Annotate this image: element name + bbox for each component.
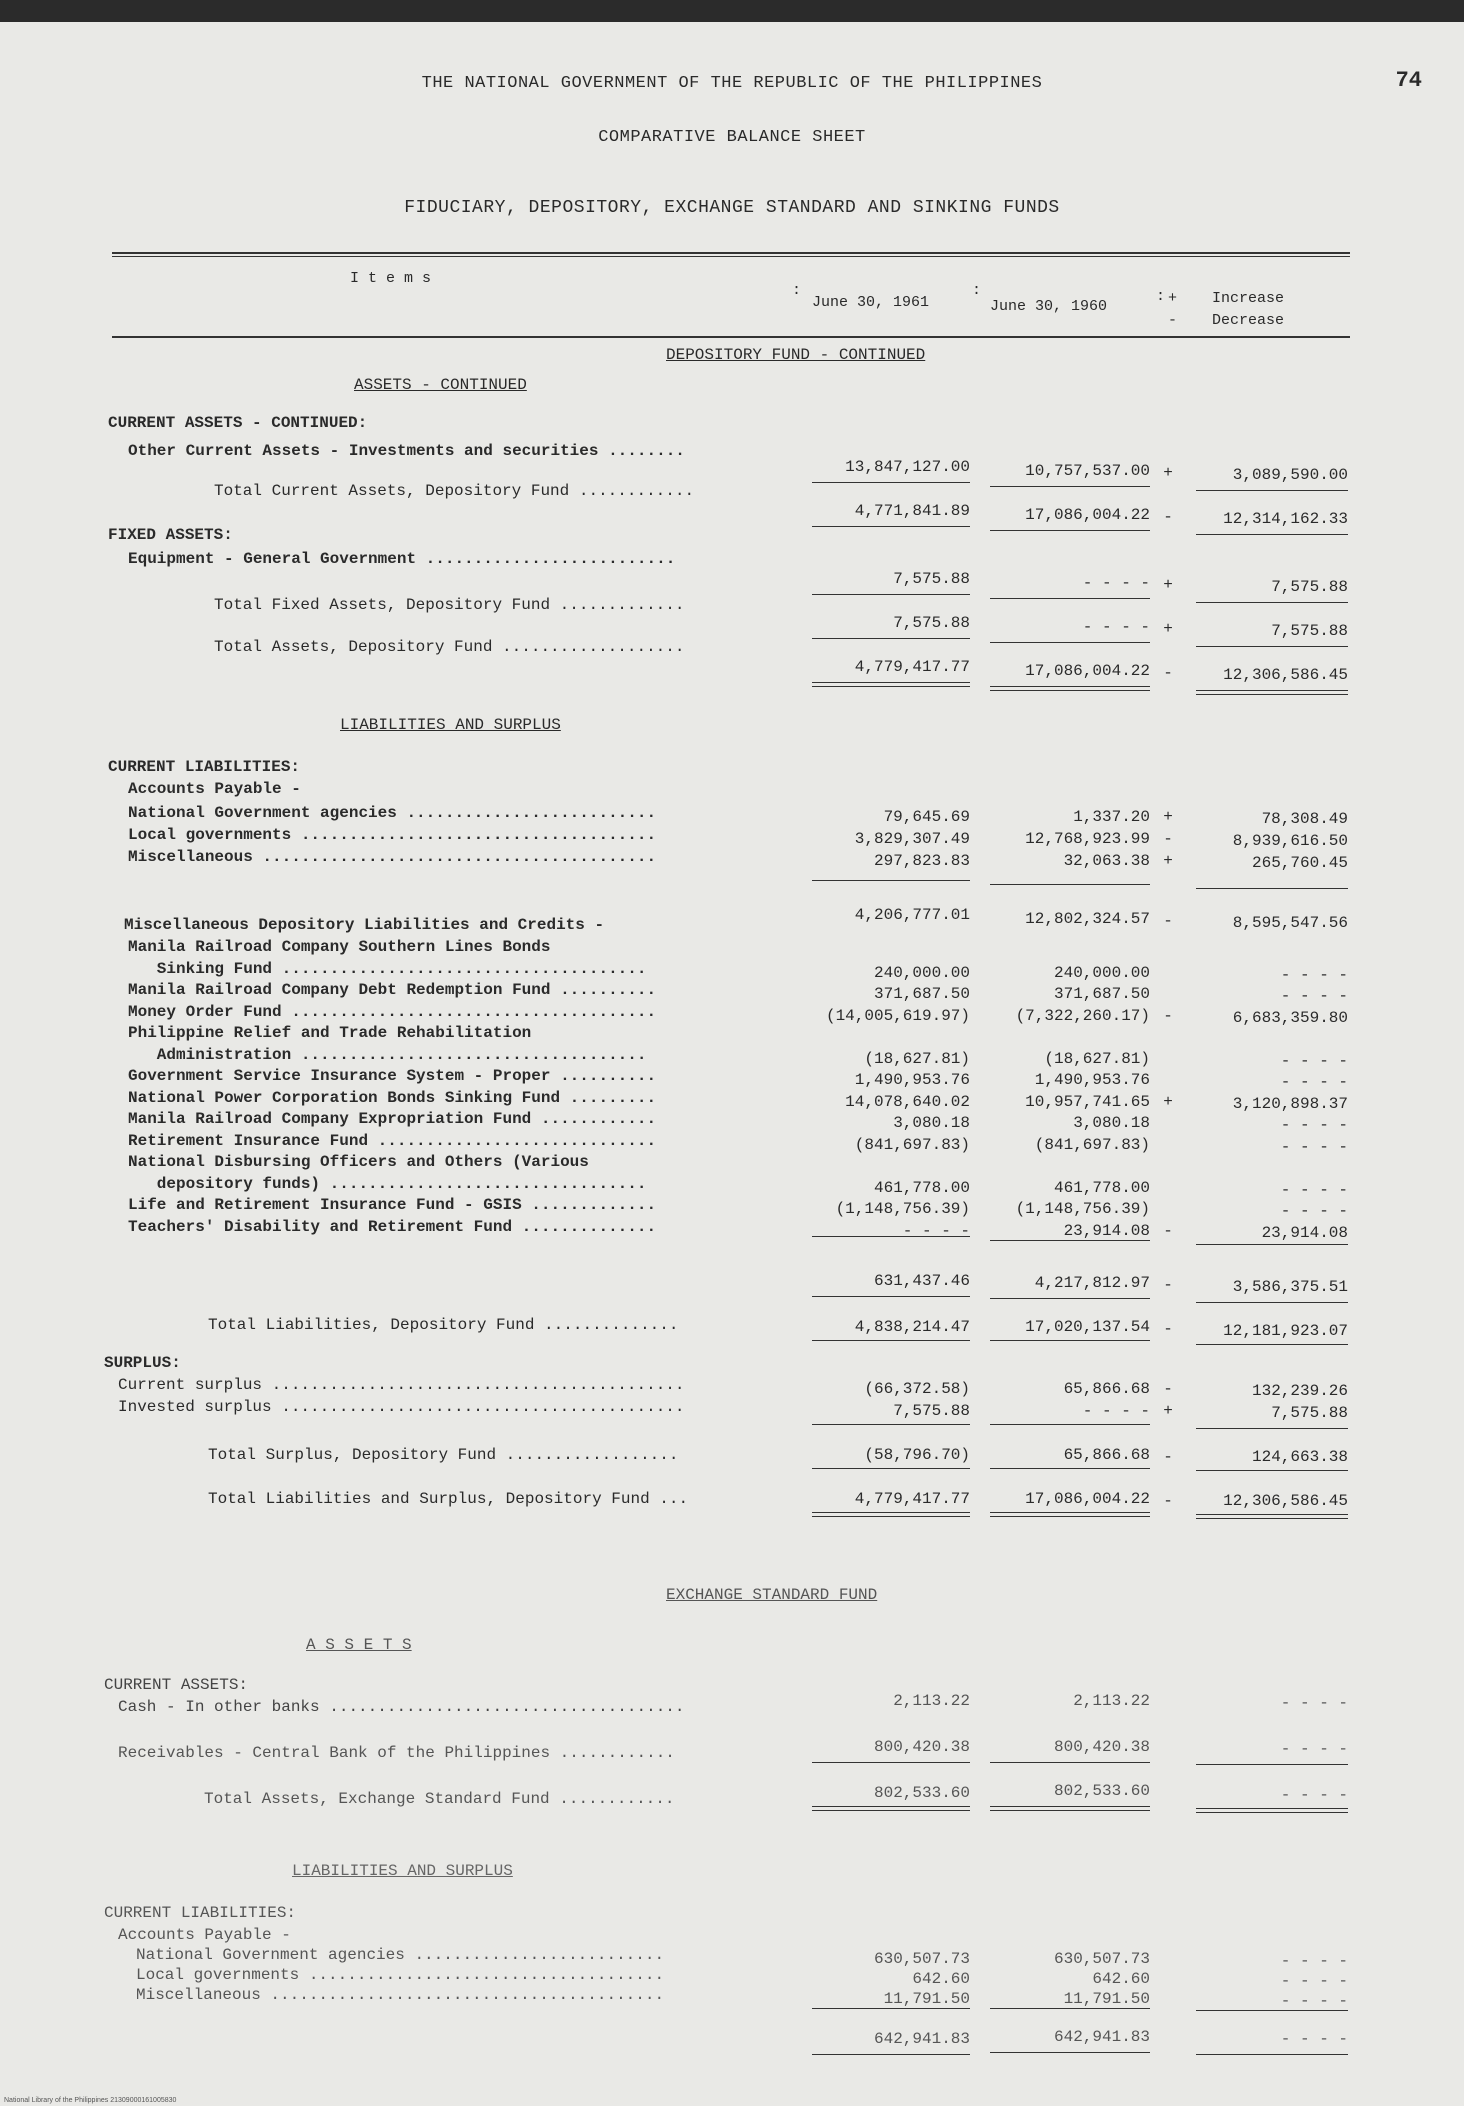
total-liab-surplus-1960: 17,086,004.22 (1025, 1490, 1150, 1508)
underline (1196, 1344, 1348, 1345)
misc-depository-row-label: Manila Railroad Company Debt Redemption Fund .......... (128, 981, 657, 999)
misc-depository-row-label: Life and Retirement Insurance Fund - GSIS ............. (128, 1196, 657, 1214)
underline (990, 1468, 1150, 1469)
exchange-accounts-payable-row-change: - - - - (1280, 1992, 1348, 2010)
exchange-accounts-payable-row-1960: 642.60 (1092, 1970, 1150, 1988)
current-liabilities-label: CURRENT LIABILITIES: (108, 758, 301, 776)
underline (990, 486, 1150, 487)
underline (812, 1424, 970, 1425)
total-assets-label: Total Assets, Depository Fund ................... (214, 638, 685, 656)
exchange-liabilities-heading: LIABILITIES AND SURPLUS (292, 1862, 513, 1880)
misc-depository-row-label: Administration .................................... (128, 1045, 647, 1064)
total-current-assets-1961: 4,771,841.89 (854, 502, 970, 520)
surplus-row-1960: 65,866.68 (1063, 1380, 1150, 1398)
equipment-change: 7,575.88 (1271, 578, 1348, 596)
june-1961-column-header: June 30, 1961 (812, 294, 930, 311)
total-liabilities-1961: 4,838,214.47 (854, 1318, 970, 1336)
underline (990, 2008, 1150, 2009)
double-underline (1196, 1812, 1348, 1813)
underline (1196, 1244, 1348, 1245)
underline (1196, 2010, 1348, 2011)
misc-depository-row-change: - - - - (1280, 1202, 1348, 1220)
surplus-row-change: 7,575.88 (1271, 1404, 1348, 1422)
exchange-accounts-payable-row-label: Miscellaneous ......................................... (136, 1986, 665, 2004)
total-current-assets-1960: 17,086,004.22 (1025, 506, 1150, 524)
surplus-row-label: Current surplus ........................................... (118, 1376, 685, 1394)
misc-depository-row-change: - - - - (1280, 1180, 1348, 1199)
misc-depository-row-label: Philippine Relief and Trade Rehabilitation (128, 1024, 532, 1042)
double-underline (1196, 694, 1348, 695)
liabilities-surplus-heading: LIABILITIES AND SURPLUS (340, 716, 561, 734)
underline (990, 598, 1150, 599)
misc-depository-row-1961: 461,778.00 (873, 1178, 970, 1197)
exchange-fund-heading: EXCHANGE STANDARD FUND (666, 1586, 878, 1604)
exchange-accounts-payable-row-1960: 11,791.50 (1063, 1990, 1150, 2008)
exchange-total-assets-1961: 802,533.60 (873, 1784, 970, 1802)
misc-depository-row-1961: (841,697.83) (854, 1135, 970, 1154)
misc-depository-row-1960: (841,697.83) (1034, 1135, 1150, 1154)
misc-depository-row-change: - - - - (1280, 987, 1348, 1005)
misc-depository-row-change: - - - - (1280, 1051, 1348, 1070)
exchange-ap-total-1961: 642,941.83 (873, 2030, 970, 2048)
total-assets-change: 12,306,586.45 (1223, 666, 1348, 684)
underline (990, 1298, 1150, 1299)
exchange-accounts-payable-row-1961: 630,507.73 (873, 1950, 970, 1968)
misc-depository-row-label: depository funds) ................................. (128, 1174, 647, 1193)
misc-depository-row-1961: - - - - (902, 1221, 970, 1240)
surplus-row-1961: (66,372.58) (864, 1380, 970, 1398)
misc-depository-row-label: Retirement Insurance Fund ............................. (128, 1131, 657, 1150)
equipment-label: Equipment - General Government .......................... (128, 550, 676, 568)
column-separator: : (972, 282, 982, 299)
exchange-accounts-payable-row-1961: 642.60 (912, 1970, 970, 1988)
accounts-payable-row-change: 265,760.45 (1251, 854, 1348, 872)
total-liab-surplus-1961: 4,779,417.77 (854, 1490, 970, 1508)
misc-depository-row-label: Teachers' Disability and Retirement Fund .............. (128, 1217, 657, 1236)
total-assets-1960: 17,086,004.22 (1025, 662, 1150, 680)
surplus-row-1960: - - - - (1082, 1402, 1150, 1420)
misc-depository-row-1961: (14,005,619.97) (825, 1006, 970, 1025)
depository-fund-heading: DEPOSITORY FUND - CONTINUED (666, 346, 926, 364)
underline (990, 530, 1150, 531)
misc-total-sign: - (1163, 1276, 1173, 1294)
total-liabilities-label: Total Liabilities, Depository Fund .............. (208, 1316, 679, 1334)
exchange-accounts-payable-label: Accounts Payable - (118, 1926, 291, 1944)
total-fixed-assets-1960: - - - - (1082, 618, 1150, 636)
misc-depository-row-1960: 371,687.50 (1053, 985, 1150, 1003)
other-current-assets-sign: + (1163, 464, 1173, 482)
misc-depository-row-sign: - (1163, 1006, 1173, 1025)
accounts-payable-row-sign: - (1163, 830, 1173, 848)
underline (812, 594, 970, 595)
column-separator: : (1156, 288, 1166, 305)
equipment-sign: + (1163, 576, 1173, 594)
surplus-row-change: 132,239.26 (1251, 1382, 1348, 1400)
document-subtitle: COMPARATIVE BALANCE SHEET (598, 128, 866, 147)
exchange-current-liabilities-label: CURRENT LIABILITIES: (104, 1904, 297, 1922)
underline (1196, 1808, 1348, 1809)
scan-footer: National Library of the Philippines 21309000161005830 (4, 2097, 177, 2104)
exchange-total-assets-label: Total Assets, Exchange Standard Fund ............ (204, 1790, 675, 1808)
misc-depository-row-change: 6,683,359.80 (1232, 1008, 1348, 1027)
misc-depository-row-1960: 1,490,953.76 (1034, 1071, 1150, 1089)
accounts-payable-row-1960: 1,337.20 (1073, 808, 1150, 826)
misc-depository-row-change: - - - - (1280, 1116, 1348, 1134)
total-assets-1961: 4,779,417.77 (854, 658, 970, 676)
funds-title: FIDUCIARY, DEPOSITORY, EXCHANGE STANDARD AND SINKING FUNDS (404, 198, 1060, 218)
misc-depository-row-change: 23,914.08 (1261, 1223, 1348, 1242)
total-liabilities-change: 12,181,923.07 (1223, 1322, 1348, 1340)
exchange-receivables-1961: 800,420.38 (873, 1738, 970, 1756)
other-current-assets-1960: 10,757,537.00 (1025, 462, 1150, 480)
misc-depository-row-change: - - - - (1280, 1137, 1348, 1156)
june-1960-column-header: June 30, 1960 (990, 298, 1108, 315)
exchange-accounts-payable-row-label: Local governments ..................................... (136, 1966, 665, 1984)
misc-depository-row-1960: (7,322,260.17) (1015, 1006, 1150, 1025)
total-liabilities-1960: 17,020,137.54 (1025, 1318, 1150, 1336)
minus-sign-header: - (1168, 312, 1178, 329)
misc-depository-row-label: Government Service Insurance System - Proper .......... (128, 1067, 657, 1085)
other-current-assets-1961: 13,847,127.00 (845, 458, 970, 476)
total-surplus-label: Total Surplus, Depository Fund .................. (208, 1446, 679, 1464)
accounts-payable-row-label: Miscellaneous ......................................... (128, 848, 657, 866)
equipment-1960: - - - - (1082, 574, 1150, 592)
underline (990, 686, 1150, 687)
total-fixed-assets-sign: + (1163, 620, 1173, 638)
surplus-row-label: Invested surplus .......................................... (118, 1398, 685, 1416)
accounts-payable-total-sign: - (1163, 912, 1173, 930)
misc-depository-row-label: Manila Railroad Company Expropriation Fund ............ (128, 1110, 657, 1128)
document-title: THE NATIONAL GOVERNMENT OF THE REPUBLIC OF THE PHILIPPINES (421, 74, 1043, 93)
surplus-row-sign: - (1163, 1380, 1173, 1398)
misc-depository-row-1960: 461,778.00 (1053, 1178, 1150, 1197)
plus-sign-header: + (1168, 290, 1178, 307)
accounts-payable-row-1961: 3,829,307.49 (854, 830, 970, 848)
misc-depository-row-label: Manila Railroad Company Southern Lines Bonds (128, 938, 551, 956)
exchange-assets-heading: A S S E T S (306, 1636, 412, 1654)
accounts-payable-row-change: 78,308.49 (1261, 810, 1348, 828)
fixed-assets-label: FIXED ASSETS: (108, 526, 233, 544)
underline (990, 1762, 1150, 1763)
exchange-receivables-1960: 800,420.38 (1053, 1738, 1150, 1756)
underline (812, 526, 970, 527)
underline (990, 1240, 1150, 1241)
misc-depository-row-label: Money Order Fund ...................................... (128, 1002, 657, 1021)
exchange-ap-total-change: - - - - (1280, 2030, 1348, 2048)
double-underline (1196, 1518, 1348, 1519)
underline (990, 2052, 1150, 2053)
accounts-payable-total-1961: 4,206,777.01 (854, 906, 970, 924)
column-separator: : (792, 282, 802, 299)
misc-depository-row-label: National Power Corporation Bonds Sinking Fund ......... (128, 1088, 657, 1107)
total-liab-surplus-sign: - (1163, 1492, 1173, 1510)
misc-depository-row-1960: 10,957,741.65 (1025, 1092, 1150, 1111)
total-liab-surplus-change: 12,306,586.45 (1223, 1492, 1348, 1510)
double-underline (990, 690, 1150, 691)
total-surplus-1961: (58,796.70) (864, 1446, 970, 1464)
underline (812, 1762, 970, 1763)
underline (812, 1236, 970, 1237)
misc-depository-row-1961: 3,080.18 (893, 1114, 970, 1132)
other-current-assets-label: Other Current Assets - Investments and securities ........ (128, 442, 685, 460)
increase-column-header: Increase (1212, 290, 1285, 307)
exchange-cash-1960: 2,113.22 (1073, 1692, 1150, 1710)
total-fixed-assets-label: Total Fixed Assets, Depository Fund ............. (214, 596, 685, 614)
misc-depository-row-1961: 1,490,953.76 (854, 1071, 970, 1089)
underline (1196, 646, 1348, 647)
misc-depository-row-1960: (1,148,756.39) (1015, 1200, 1150, 1218)
exchange-receivables-change: - - - - (1280, 1740, 1348, 1758)
underline (812, 1468, 970, 1469)
exchange-accounts-payable-row-1960: 630,507.73 (1053, 1950, 1150, 1968)
underline (812, 1512, 970, 1513)
double-underline (812, 1810, 970, 1811)
total-surplus-sign: - (1163, 1448, 1173, 1466)
equipment-1961: 7,575.88 (893, 570, 970, 588)
misc-depository-row-1960: 3,080.18 (1073, 1114, 1150, 1132)
underline (1196, 1470, 1348, 1471)
underline (1196, 534, 1348, 535)
total-current-assets-sign: - (1163, 508, 1173, 526)
accounts-payable-row-label: Local governments ..................................... (128, 826, 657, 844)
exchange-receivables-label: Receivables - Central Bank of the Philippines ............ (118, 1744, 675, 1762)
underline (812, 2054, 970, 2055)
double-underline (812, 1516, 970, 1517)
underline (1196, 602, 1348, 603)
current-assets-label: CURRENT ASSETS - CONTINUED: (108, 414, 368, 432)
accounts-payable-row-1961: 79,645.69 (883, 808, 970, 826)
misc-depository-row-1960: 240,000.00 (1053, 963, 1150, 982)
accounts-payable-row-label: National Government agencies .......................... (128, 804, 657, 822)
exchange-ap-total-1960: 642,941.83 (1053, 2028, 1150, 2046)
misc-depository-row-label: National Disbursing Officers and Others (Various (128, 1153, 589, 1171)
total-surplus-change: 124,663.38 (1251, 1448, 1348, 1466)
underline (812, 1340, 970, 1341)
accounts-payable-row-sign: + (1163, 852, 1173, 870)
exchange-total-assets-1960: 802,533.60 (1053, 1782, 1150, 1800)
underline (990, 1512, 1150, 1513)
assets-continued-heading: ASSETS - CONTINUED (354, 376, 527, 394)
misc-total-1960: 4,217,812.97 (1034, 1274, 1150, 1292)
exchange-cash-label: Cash - In other banks ..................................... (118, 1698, 685, 1716)
accounts-payable-label: Accounts Payable - (128, 780, 301, 798)
underline (812, 638, 970, 639)
total-fixed-assets-1961: 7,575.88 (893, 614, 970, 632)
total-assets-sign: - (1163, 664, 1173, 682)
misc-total-1961: 631,437.46 (873, 1272, 970, 1290)
misc-depository-row-label: Sinking Fund ...................................... (128, 959, 647, 978)
page-number: 74 (1395, 68, 1422, 93)
misc-depository-label: Miscellaneous Depository Liabilities and Credits - (124, 916, 605, 934)
double-underline (990, 1810, 1150, 1811)
misc-depository-row-1961: (18,627.81) (864, 1049, 970, 1068)
accounts-payable-row-1960: 12,768,923.99 (1025, 830, 1150, 848)
underline (812, 880, 970, 881)
exchange-accounts-payable-row-label: National Government agencies .......................... (136, 1946, 665, 1964)
underline (990, 1806, 1150, 1807)
total-current-assets-change: 12,314,162.33 (1223, 510, 1348, 528)
total-fixed-assets-change: 7,575.88 (1271, 622, 1348, 640)
accounts-payable-row-change: 8,939,616.50 (1232, 832, 1348, 850)
header-top-rule (112, 252, 1350, 254)
misc-depository-row-change: 3,120,898.37 (1232, 1094, 1348, 1113)
exchange-total-assets-change: - - - - (1280, 1786, 1348, 1804)
underline (812, 1296, 970, 1297)
underline (1196, 1302, 1348, 1303)
underline (1196, 690, 1348, 691)
misc-depository-row-1960: 23,914.08 (1063, 1221, 1150, 1240)
double-underline (812, 686, 970, 687)
accounts-payable-row-1960: 32,063.38 (1063, 852, 1150, 870)
header-top-rule-inner (112, 256, 1350, 257)
items-column-header: I t e m s (350, 270, 432, 287)
exchange-accounts-payable-row-1961: 11,791.50 (883, 1990, 970, 2008)
underline (990, 642, 1150, 643)
surplus-label: SURPLUS: (104, 1354, 181, 1372)
misc-depository-row-change: - - - - (1280, 965, 1348, 984)
exchange-cash-change: - - - - (1280, 1694, 1348, 1712)
underline (812, 2008, 970, 2009)
decrease-column-header: Decrease (1212, 312, 1285, 329)
exchange-cash-1961: 2,113.22 (893, 1692, 970, 1710)
other-current-assets-change: 3,089,590.00 (1232, 466, 1348, 484)
exchange-accounts-payable-row-change: - - - - (1280, 1952, 1348, 1970)
underline (1196, 2054, 1348, 2055)
accounts-payable-row-1961: 297,823.83 (873, 852, 970, 870)
underline (812, 1806, 970, 1807)
accounts-payable-row-sign: + (1163, 808, 1173, 826)
underline (1196, 1764, 1348, 1765)
misc-depository-row-sign: + (1163, 1092, 1173, 1111)
underline (1196, 1514, 1348, 1515)
header-bottom-rule (112, 336, 1350, 338)
underline (990, 884, 1150, 885)
misc-depository-row-1961: (1,148,756.39) (835, 1200, 970, 1218)
underline (812, 482, 970, 483)
accounts-payable-total-change: 8,595,547.56 (1232, 914, 1348, 932)
underline (990, 1340, 1150, 1341)
total-surplus-1960: 65,866.68 (1063, 1446, 1150, 1464)
surplus-row-1961: 7,575.88 (893, 1402, 970, 1420)
misc-depository-row-1961: 14,078,640.02 (845, 1092, 970, 1111)
double-underline (990, 1516, 1150, 1517)
misc-depository-row-sign: - (1163, 1221, 1173, 1240)
exchange-current-assets-label: CURRENT ASSETS: (104, 1676, 249, 1694)
total-liabilities-sign: - (1163, 1320, 1173, 1338)
surplus-row-sign: + (1163, 1402, 1173, 1420)
underline (812, 682, 970, 683)
misc-depository-row-1961: 371,687.50 (873, 985, 970, 1003)
underline (1196, 1428, 1348, 1429)
misc-depository-row-change: - - - - (1280, 1073, 1348, 1091)
misc-depository-row-1961: 240,000.00 (873, 963, 970, 982)
total-liab-surplus-label: Total Liabilities and Surplus, Depository Fund ... (208, 1490, 689, 1508)
exchange-accounts-payable-row-change: - - - - (1280, 1972, 1348, 1990)
misc-depository-row-1960: (18,627.81) (1044, 1049, 1150, 1068)
underline (1196, 490, 1348, 491)
accounts-payable-total-1960: 12,802,324.57 (1025, 910, 1150, 928)
total-current-assets-label: Total Current Assets, Depository Fund ............ (214, 482, 695, 500)
underline (1196, 888, 1348, 889)
misc-total-change: 3,586,375.51 (1232, 1278, 1348, 1296)
scan-top-edge (0, 0, 1464, 22)
underline (990, 1424, 1150, 1425)
